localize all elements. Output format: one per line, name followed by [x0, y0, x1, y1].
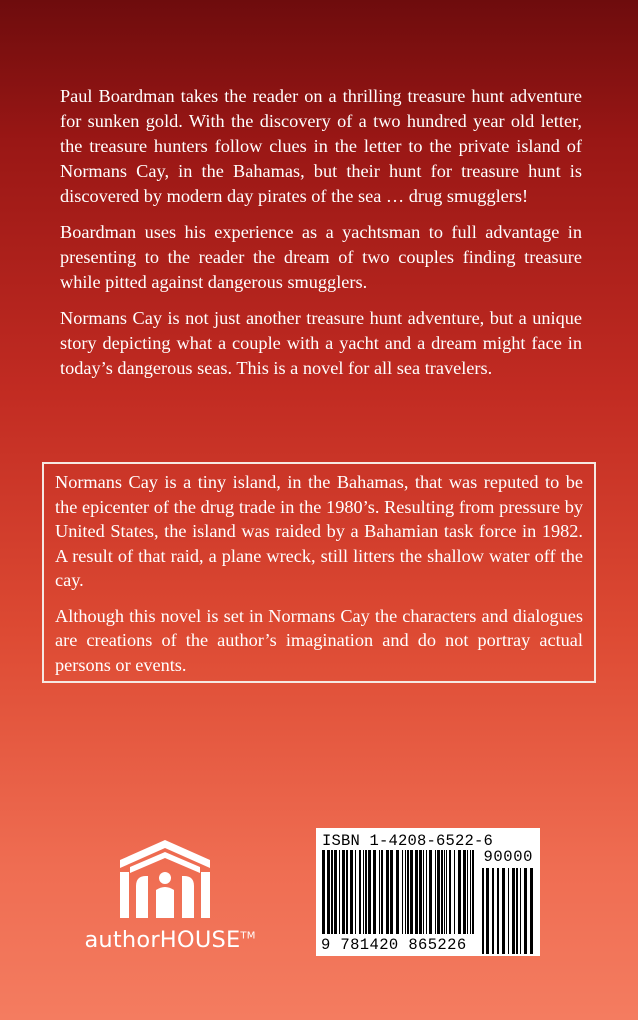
isbn-barcode [316, 828, 540, 956]
ean-bar [419, 850, 422, 934]
addon-bar [492, 868, 494, 954]
ean-bar [396, 850, 399, 934]
addon-bar [486, 868, 489, 954]
ean-bar [386, 850, 389, 934]
ean-bar [373, 850, 376, 934]
ean-bar [379, 850, 380, 934]
authorhouse-logo-icon [118, 838, 212, 920]
addon-bar [508, 868, 509, 954]
ean-bar [339, 850, 340, 934]
back-cover-blurb [60, 84, 582, 392]
ean-bar [322, 850, 325, 934]
ean-bar [390, 850, 393, 934]
ean-bar [350, 850, 353, 934]
ean-bar [423, 850, 424, 934]
ean-bar [441, 850, 443, 934]
note-paragraph-1: Normans Cay is a tiny island, in the Bahamas, that was reputed to be the epicenter of the drug trade in the 1980’s. Resulting from pressure by United States, the island was raided by a Bahamian task force in 1982. A result of that raid, a plane wreck, still litters the shallow water off the cay. [55, 472, 583, 590]
ean-bar [444, 850, 445, 934]
ean-bar [355, 850, 356, 934]
wordmark-author: author [84, 927, 160, 953]
ean-bar [463, 850, 466, 934]
addon-bar [520, 868, 521, 954]
ean-bar [437, 850, 440, 934]
ean-bar [470, 850, 471, 934]
ean-bar [334, 850, 337, 934]
ean-bar [405, 850, 406, 934]
publisher-wordmark [80, 927, 260, 953]
ean-bar [368, 850, 371, 934]
ean-bar [415, 850, 418, 934]
ean-bar [342, 850, 345, 934]
ean-bar [359, 850, 361, 934]
wordmark-trademark: TM [240, 930, 256, 942]
ean-bar [381, 850, 383, 934]
wordmark-house: HOUSE [159, 927, 241, 953]
ean-bar [363, 850, 364, 934]
blurb-paragraph-2: Boardman uses his experience as a yachtsman to full advantage in presenting to the reader the dream of two couples finding treasure while pitted against dangerous smugglers. [60, 222, 582, 292]
addon-bar [524, 868, 527, 954]
ean-bar [331, 850, 333, 934]
ean-digits: 9 781420 865226 [321, 936, 467, 954]
addon-bar [497, 868, 499, 954]
ean-bar [365, 850, 367, 934]
ean-bar [458, 850, 461, 934]
ean-bar [449, 850, 451, 934]
addon-bar [502, 868, 505, 954]
ean-bar [327, 850, 330, 934]
ean-bar [454, 850, 455, 934]
ean-bar [446, 850, 447, 934]
ean-bar [435, 850, 436, 934]
isbn-label: ISBN 1-4208-6522-6 [322, 832, 494, 850]
ean-bar [407, 850, 409, 934]
ean-bar [467, 850, 468, 934]
note-paragraph-2: Although this novel is set in Normans Cay the characters and dialogues are creations of the author’s imagination and do not portray actual persons or events. [55, 605, 583, 675]
ean-bar [426, 850, 427, 934]
ean-bar [402, 850, 403, 934]
ean-bar [410, 850, 413, 934]
blurb-paragraph-1: Paul Boardman takes the reader on a thrilling treasure hunt adventure for sunken gold. With the discovery of a two hundred year old letter, the treasure hunters follow clues in the letter to the private island of Normans Cay, in the Bahamas, but their hunt for treasure hunt is discovered by modern day pirates of the sea … drug smugglers! [60, 86, 582, 206]
ean-bar [429, 850, 432, 934]
addon-bar [512, 868, 515, 954]
blurb-paragraph-3: Normans Cay is not just another treasure hunt adventure, but a unique story depicting what a couple with a yacht and a dream might face in today’s dangerous seas. This is a novel for all sea travelers. [60, 308, 582, 378]
addon-bar [530, 868, 533, 954]
addon-bar [516, 868, 518, 954]
ean-bar [346, 850, 348, 934]
publisher-logo [80, 838, 260, 958]
addon-bar [482, 868, 484, 954]
addon-code: 90000 [483, 848, 533, 866]
historical-note-box [42, 462, 596, 683]
ean-bar [472, 850, 474, 934]
